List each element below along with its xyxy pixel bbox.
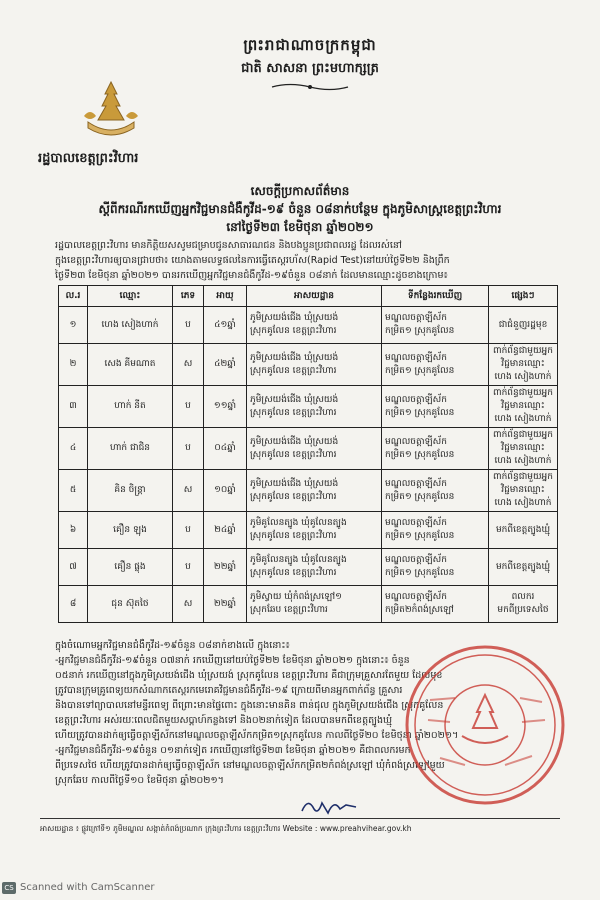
note-line: មកពីខេត្តត្បូងឃ្មុំ: [495, 524, 551, 535]
cell-address: [247, 586, 382, 623]
place-line: មណ្ឌលចត្តាឡីស័ក: [385, 478, 447, 489]
cell-place: [382, 386, 489, 428]
cell-name: ហាក់ ជាជិន: [88, 428, 173, 470]
cell-no: ៦: [59, 512, 88, 549]
place-line: កម្រិត១ ស្រុកគូលែន: [385, 568, 455, 578]
table-row: [59, 512, 558, 549]
cell-place: [382, 586, 489, 623]
table-row: [59, 344, 558, 386]
signature-icon: [300, 795, 360, 817]
table-row: [59, 386, 558, 428]
paragraph-line: ហើយត្រូវបានដាក់ឲ្យធ្វើចត្តាឡីស័កនៅមណ្ឌលចត្តាឡីស័កកម្រិត១ស្រុកគូលែន កាលពីថ្ងៃទី២០ ខែមិថុនា ឆ្នាំ២០២១។: [55, 730, 459, 741]
paragraph-line: ថ្ងៃទី២៣ ខែមិថុនា ឆ្នាំ២០២១ បានរកឃើញអ្នកវិជ្ជមានជំងឺកូវីដ-១៩ចំនួន ០៨នាក់ ដែលមានឈ្មោះដូចខាងក្រោម៖: [55, 270, 448, 281]
cell-address: [247, 428, 382, 470]
cell-sex: ស: [173, 344, 204, 386]
cell-name: ហាក់ នីត: [88, 386, 173, 428]
kingdom-header: ព្រះរាជាណាចក្រកម្ពុជា: [243, 36, 377, 54]
cell-no: ១: [59, 307, 88, 344]
cell-no: ៨: [59, 586, 88, 623]
address-line: ស្រុកគូលែន ខេត្តព្រះវិហារ: [250, 326, 337, 336]
paragraph-line: ត្រូវបានក្រុមគ្រូពេទ្យយកសំណាកតេស្តរកមេរោគវិជ្ជមានជំងឺកូវីដ-១៩ ក្រោយពីមានអ្នកពាក់ព័ន្ធ គ្រួសារ: [55, 685, 403, 696]
cell-place: [382, 428, 489, 470]
camscanner-watermark: Scanned with CamScanner: [20, 882, 155, 893]
provincial-emblem-icon: [78, 78, 144, 144]
cell-age: ១០ឆ្នាំ: [204, 470, 247, 512]
address-line: ភូមិស្រយង់ជើង ឃុំស្រយង់: [250, 313, 339, 323]
footer-address: អាសយដ្ឋាន ៖ ផ្លូវក្រៅទី១ ភូមិមណ្ឌល សង្កាត់កំពង់ប្រណាក ក្រុងព្រះវិហារ ខេត្តព្រះវិហារ Website : www.preahvihear.gov.kh: [40, 824, 412, 833]
address-line: ស្រុកគូលែន ខេត្តព្រះវិហារ: [250, 568, 337, 578]
cell-name: គិន ចិន្ត្រា: [88, 470, 173, 512]
cell-age: ១១ឆ្នាំ: [204, 386, 247, 428]
ornament-divider-icon: [270, 82, 350, 92]
place-line: មណ្ឌលចត្តាឡីស័ក: [385, 592, 447, 602]
column-header-name: ឈ្មោះ: [88, 286, 173, 307]
title-line: ស្តីពីករណីរកឃើញអ្នកវិជ្ជមានជំងឺកូវីដ-១៩ ចំនួន ០៨នាក់បន្ថែម ក្នុងភូមិសាស្ត្រខេត្តព្រះវិហារ: [98, 202, 502, 216]
place-line: កម្រិត២កំពង់ស្រឡៅ: [385, 605, 454, 615]
cell-name: គឿន ផ្លុង: [88, 549, 173, 586]
place-line: កម្រិត១ ស្រុកគូលែន: [385, 326, 455, 336]
cell-notes: [489, 512, 558, 549]
paragraph-line: ក្នុងខេត្តព្រះវិហារឲ្យបានជ្រាបថា៖ យោងតាមលទ្ធផលនៃការធ្វើតេស្តរហ័ស(Rapid Test)នៅយប់ថ្ងៃទី២២ និងព្រឹក: [55, 255, 450, 266]
cell-address: [247, 549, 382, 586]
address-line: ស្រុកគូលែន ខេត្តព្រះវិហារ: [250, 365, 337, 376]
title-line: សេចក្តីប្រកាសព័ត៌មាន: [250, 184, 350, 198]
note-line: មកពីប្រទេសថៃ: [497, 605, 549, 615]
table-row: [59, 307, 558, 344]
camscanner-logo-icon: CS: [2, 882, 16, 894]
cell-notes: [489, 549, 558, 586]
table-row: [59, 586, 558, 623]
cell-age: ២២ឆ្នាំ: [204, 549, 247, 586]
place-line: មណ្ឌលចត្តាឡីស័ក: [385, 313, 447, 323]
cell-address: [247, 470, 382, 512]
paragraph-line: រដ្ឋបាលខេត្តព្រះវិហារ មានកិត្តិយសសូមជម្រាបជូនសាធារណជន និងបងប្អូនប្រជាពលរដ្ឋ ដែលរស់នៅ: [55, 240, 402, 251]
address-line: ភូមិស្រយង់ជើង ឃុំស្រយង់: [250, 352, 339, 363]
cell-name: ហេង សៀងហាក់: [88, 307, 173, 344]
cell-place: [382, 512, 489, 549]
note-line: ពាក់ព័ន្ធជាមួយអ្នក: [493, 472, 553, 482]
note-line: ពាក់ព័ន្ធជាមួយអ្នក: [493, 388, 553, 398]
place-line: មណ្ឌលចត្តាឡីស័ក: [385, 436, 447, 447]
column-header-address: អាសយដ្ឋាន: [247, 286, 382, 307]
paragraph-line: ខេត្តព្រះវិហារ អស់រយៈពេលជិតមួយសប្តាហ៍កន្លងទៅ និង០២នាក់ទៀត ដែលបានមកពីខេត្តត្បូងឃ្មុំ: [55, 715, 393, 726]
cell-sex: ស: [173, 470, 204, 512]
paragraph-line: ក្នុងចំណោមអ្នកវិជ្ជមានជំងឺកូវីដ-១៩ចំនួន ០៨នាក់ខាងលើ ក្នុងនោះ៖: [55, 640, 290, 651]
cell-place: [382, 549, 489, 586]
address-line: ស្រុកឆែប ខេត្តព្រះវិហារ: [250, 605, 328, 615]
address-line: ភូមិគូលែនត្បូង ឃុំគូលែនត្បូង: [250, 518, 347, 528]
place-line: កម្រិត១ ស្រុកគូលែន: [385, 531, 455, 541]
note-line: ពាក់ព័ន្ធជាមួយអ្នក: [493, 346, 553, 356]
note-line: វិជ្ជមានឈ្មោះ ហេង សៀងហាក់: [494, 443, 552, 466]
table-header-row: [59, 286, 558, 307]
cell-age: ២២ឆ្នាំ: [204, 586, 247, 623]
cell-notes: [489, 344, 558, 386]
column-header-sex: ភេទ: [173, 286, 204, 307]
official-seal-stamp-icon: [400, 640, 570, 810]
note-line: វិជ្ជមានឈ្មោះ ហេង សៀងហាក់: [494, 359, 552, 382]
table-row: [59, 549, 558, 586]
cell-notes: [489, 386, 558, 428]
address-line: ភូមិស្រយង់ជើង ឃុំស្រយង់: [250, 478, 339, 489]
address-line: ភូមិស្រយង់ជើង ឃុំស្រយង់: [250, 394, 339, 405]
cell-notes: [489, 470, 558, 512]
cell-sex: ប: [173, 386, 204, 428]
cell-address: [247, 386, 382, 428]
address-line: ភូមិស្វាយ ឃុំកំពង់ស្រឡៅ១: [250, 592, 342, 602]
column-header-age: អាយុ: [204, 286, 247, 307]
cell-name: សេង គីមណាត: [88, 344, 173, 386]
place-line: មណ្ឌលចត្តាឡីស័ក: [385, 555, 447, 565]
footer-divider: [40, 818, 560, 819]
note-line: ពលករ: [511, 592, 535, 602]
note-line: មកពីខេត្តត្បូងឃ្មុំ: [495, 561, 551, 572]
cell-name: គឿន ឡុង: [88, 512, 173, 549]
column-header-place: ទីកន្លែងរកឃើញ: [382, 286, 489, 307]
cell-sex: ប: [173, 428, 204, 470]
cell-no: ៤: [59, 428, 88, 470]
cell-no: ៥: [59, 470, 88, 512]
address-line: ស្រុកគូលែន ខេត្តព្រះវិហារ: [250, 449, 337, 460]
place-line: កម្រិត១ ស្រុកគូលែន: [385, 407, 455, 418]
place-line: មណ្ឌលចត្តាឡីស័ក: [385, 518, 447, 528]
paragraph-line: ០៥នាក់ រកឃើញនៅក្នុងភូមិស្រយង់ជើង ឃុំស្រយង់ ស្រុកគូលែន ខេត្តព្រះវិហារ គឺជាក្រុមគ្រួសារតែមួយ ដែលមុខ: [55, 670, 443, 681]
cell-notes: [489, 307, 558, 344]
cell-age: ៤២ឆ្នាំ: [204, 344, 247, 386]
address-line: ស្រុកគូលែន ខេត្តព្រះវិហារ: [250, 491, 337, 502]
address-line: ភូមិគូលែនត្បូង ឃុំគូលែនត្បូង: [250, 555, 347, 565]
cell-notes: [489, 428, 558, 470]
paragraph-line: និងបានទៅព្យាបាលនៅមន្ទីរពេទ្យ ពីព្រោះមានផ្ទៃពោះ ក្នុងនោះមានគិន ពាន់ជុល ក្នុងភូមិស្រយង់ជើង ស្រុកគូលែន: [55, 700, 444, 711]
cell-age: ០៤ឆ្នាំ: [204, 428, 247, 470]
place-line: មណ្ឌលចត្តាឡីស័ក: [385, 394, 447, 405]
title-line: នៅថ្ងៃទី២៣ ខែមិថុនា ឆ្នាំ២០២១: [226, 220, 374, 234]
cell-address: [247, 307, 382, 344]
national-motto: ជាតិ សាសនា ព្រះមហាក្សត្រ: [241, 61, 379, 76]
note-line: ជាជំនួញរដ្ឋមុខ: [498, 319, 548, 330]
column-header-no: ល.រ: [59, 286, 88, 307]
address-line: ស្រុកគូលែន ខេត្តព្រះវិហារ: [250, 407, 337, 418]
cell-sex: ប: [173, 549, 204, 586]
place-line: កម្រិត១ ស្រុកគូលែន: [385, 365, 455, 376]
cell-place: [382, 344, 489, 386]
cell-sex: ស: [173, 586, 204, 623]
place-line: កម្រិត១ ស្រុកគូលែន: [385, 449, 455, 460]
cell-sex: ប: [173, 307, 204, 344]
cases-table: [58, 285, 558, 623]
address-line: ស្រុកគូលែន ខេត្តព្រះវិហារ: [250, 531, 337, 541]
announcement-title: [20, 182, 580, 236]
cell-address: [247, 344, 382, 386]
cell-place: [382, 470, 489, 512]
cell-notes: [489, 586, 558, 623]
paragraph-line: -អ្នកវិជ្ជមានជំងឺកូវីដ-១៩ចំនួន ០១នាក់ទៀត រកឃើញនៅថ្ងៃទី២៣ ខែមិថុនា ឆ្នាំ២០២១ គឺជាពលករមក: [55, 745, 411, 756]
table-row: [59, 470, 558, 512]
note-line: វិជ្ជមានឈ្មោះ ហេង សៀងហាក់: [494, 401, 552, 424]
cell-no: ៧: [59, 549, 88, 586]
place-line: កម្រិត១ ស្រុកគូលែន: [385, 491, 455, 502]
cell-age: ៤១ឆ្នាំ: [204, 307, 247, 344]
address-line: ភូមិស្រយង់ជើង ឃុំស្រយង់: [250, 436, 339, 447]
cell-name: ជុន ស៊ុតថៃ: [88, 586, 173, 623]
cell-no: ២: [59, 344, 88, 386]
cell-age: ២៤ឆ្នាំ: [204, 512, 247, 549]
table-row: [59, 428, 558, 470]
note-line: វិជ្ជមានឈ្មោះ ហេង សៀងហាក់: [494, 485, 552, 508]
paragraph-line: ពីប្រទេសថៃ ហើយត្រូវបានដាក់ឲ្យធ្វើចត្តាឡីស័ក នៅមណ្ឌលចត្តាឡីស័កកម្រិត២កំពង់ស្រឡៅ ឃុំកំពង់ស្រឡៅមួយ: [55, 760, 445, 771]
intro-paragraph: [55, 238, 565, 283]
cell-place: [382, 307, 489, 344]
cell-no: ៣: [59, 386, 88, 428]
cell-address: [247, 512, 382, 549]
paragraph-line: -អ្នកវិជ្ជមានជំងឺកូវីដ-១៩ចំនួន ០៧នាក់ រកឃើញនៅយប់ថ្ងៃទី២២ ខែមិថុនា ឆ្នាំ២០២១ ក្នុងនោះ៖ ចំនួន: [55, 655, 410, 666]
issuing-office: រដ្ឋបាលខេត្តព្រះវិហារ: [38, 151, 139, 166]
cell-sex: ប: [173, 512, 204, 549]
place-line: មណ្ឌលចត្តាឡីស័ក: [385, 352, 447, 363]
column-header-notes: ផ្សេងៗ: [489, 286, 558, 307]
note-line: ពាក់ព័ន្ធជាមួយអ្នក: [493, 430, 553, 440]
paragraph-line: ស្រុកឆែប កាលពីថ្ងៃទី១០ ខែមិថុនា ឆ្នាំ២០២១។: [55, 775, 224, 786]
